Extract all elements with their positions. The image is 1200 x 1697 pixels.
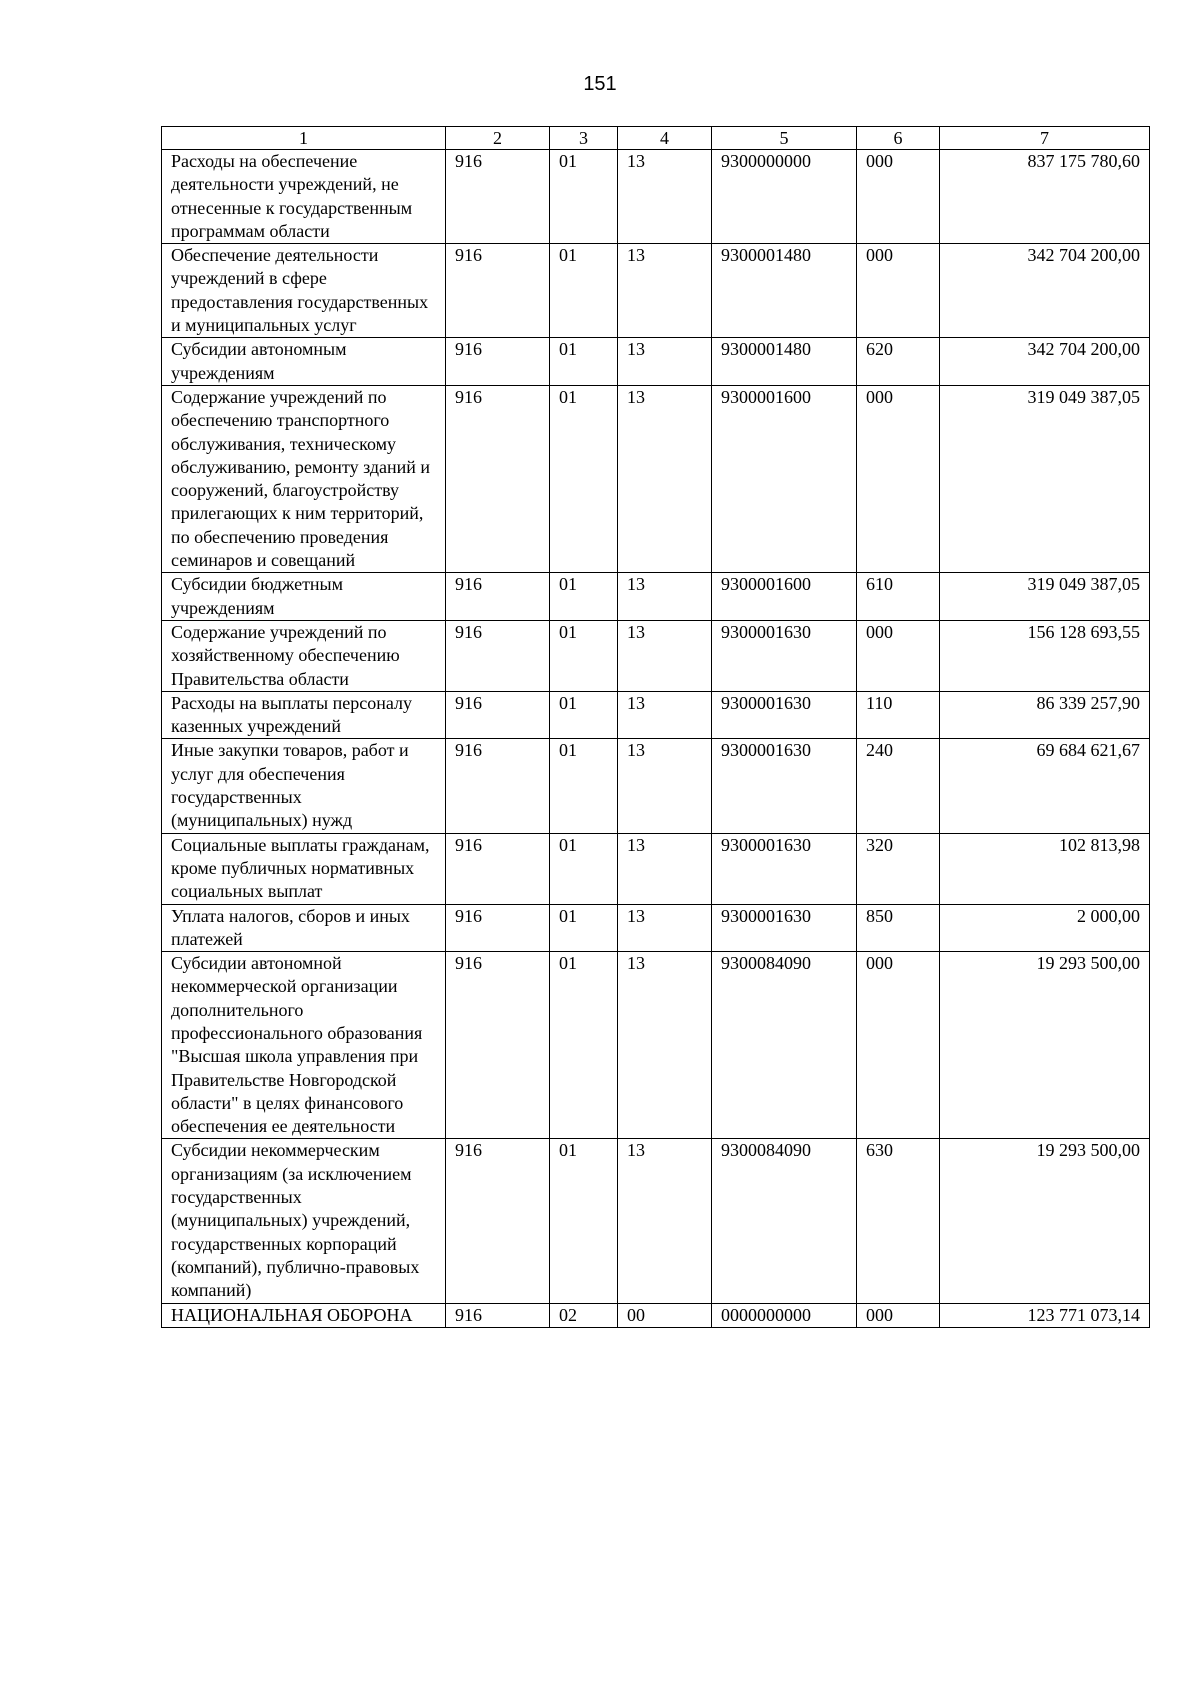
section-code-cell: 01 [550,904,618,952]
expense-type-cell: 630 [857,1139,940,1303]
target-article-cell: 9300001600 [712,573,857,621]
expense-name-cell: Содержание учреждений по обеспечению транспортного обслуживания, техническому обслуживанию, ремонту зданий и сооружений, благоустройству прилегающих к ним территорий, по обеспечению проведения семинаров и совещаний [162,385,446,572]
column-header: 7 [940,127,1150,150]
expense-type-cell: 000 [857,244,940,338]
amount-cell: 342 704 200,00 [940,244,1150,338]
expense-name-cell: Иные закупки товаров, работ и услуг для обеспечения государственных (муниципальных) нужд [162,739,446,833]
table-row [162,620,1150,691]
grbs-code-cell: 916 [446,691,550,739]
expense-name-cell: Субсидии автономной некоммерческой организации дополнительного профессионального образования "Высшая школа управления при Правительстве Новгородской области" в целях финансового обеспечения ее деятельности [162,952,446,1139]
subsection-code-cell: 13 [618,338,712,386]
column-header: 5 [712,127,857,150]
expense-name-cell: Субсидии бюджетным учреждениям [162,573,446,621]
section-code-cell: 01 [550,739,618,833]
section-code-cell: 01 [550,573,618,621]
table-row [162,691,1150,739]
grbs-code-cell: 916 [446,573,550,621]
table-row [162,244,1150,338]
amount-cell: 342 704 200,00 [940,338,1150,386]
subsection-code-cell: 13 [618,833,712,904]
section-code-cell: 01 [550,338,618,386]
target-article-cell: 9300001630 [712,833,857,904]
column-header: 1 [162,127,446,150]
target-article-cell: 9300001630 [712,620,857,691]
section-code-cell: 01 [550,244,618,338]
amount-cell: 69 684 621,67 [940,739,1150,833]
column-header: 2 [446,127,550,150]
section-code-cell: 02 [550,1303,618,1327]
subsection-code-cell: 13 [618,150,712,244]
section-code-cell: 01 [550,691,618,739]
table-row [162,833,1150,904]
expense-name-cell: Уплата налогов, сборов и иных платежей [162,904,446,952]
subsection-code-cell: 13 [618,952,712,1139]
amount-cell: 123 771 073,14 [940,1303,1150,1327]
expense-type-cell: 240 [857,739,940,833]
grbs-code-cell: 916 [446,739,550,833]
grbs-code-cell: 916 [446,1303,550,1327]
section-code-cell: 01 [550,385,618,572]
amount-cell: 19 293 500,00 [940,952,1150,1139]
expense-name-cell: Субсидии некоммерческим организациям (за исключением государственных (муниципальных) учреждений, государственных корпораций (компаний), публично-правовых компаний) [162,1139,446,1303]
header-row [162,127,1150,150]
amount-cell: 86 339 257,90 [940,691,1150,739]
expense-name-cell: Расходы на выплаты персоналу казенных учреждений [162,691,446,739]
expense-type-cell: 000 [857,1303,940,1327]
table-row [162,385,1150,572]
table-row [162,1303,1150,1327]
table-row [162,1139,1150,1303]
expense-name-cell: Обеспечение деятельности учреждений в сфере предоставления государственных и муниципальных услуг [162,244,446,338]
subsection-code-cell: 13 [618,620,712,691]
amount-cell: 156 128 693,55 [940,620,1150,691]
subsection-code-cell: 13 [618,904,712,952]
expense-type-cell: 110 [857,691,940,739]
expense-type-cell: 620 [857,338,940,386]
table-row [162,739,1150,833]
subsection-code-cell: 13 [618,739,712,833]
target-article-cell: 9300001480 [712,244,857,338]
section-code-cell: 01 [550,952,618,1139]
target-article-cell: 9300000000 [712,150,857,244]
table-row [162,150,1150,244]
column-header: 4 [618,127,712,150]
target-article-cell: 9300001480 [712,338,857,386]
expense-name-cell: НАЦИОНАЛЬНАЯ ОБОРОНА [162,1303,446,1327]
section-code-cell: 01 [550,150,618,244]
expense-name-cell: Субсидии автономным учреждениям [162,338,446,386]
expense-type-cell: 000 [857,150,940,244]
table-row [162,573,1150,621]
expense-type-cell: 000 [857,620,940,691]
column-header: 3 [550,127,618,150]
amount-cell: 19 293 500,00 [940,1139,1150,1303]
expense-type-cell: 850 [857,904,940,952]
table-row [162,904,1150,952]
subsection-code-cell: 13 [618,1139,712,1303]
page-number: 151 [583,73,617,95]
amount-cell: 2 000,00 [940,904,1150,952]
expense-type-cell: 320 [857,833,940,904]
target-article-cell: 9300084090 [712,952,857,1139]
grbs-code-cell: 916 [446,338,550,386]
expense-name-cell: Расходы на обеспечение деятельности учреждений, не отнесенные к государственным программам области [162,150,446,244]
target-article-cell: 9300001600 [712,385,857,572]
grbs-code-cell: 916 [446,1139,550,1303]
expense-type-cell: 000 [857,952,940,1139]
grbs-code-cell: 916 [446,385,550,572]
grbs-code-cell: 916 [446,833,550,904]
target-article-cell: 9300084090 [712,1139,857,1303]
target-article-cell: 0000000000 [712,1303,857,1327]
subsection-code-cell: 13 [618,573,712,621]
expense-type-cell: 610 [857,573,940,621]
section-code-cell: 01 [550,620,618,691]
target-article-cell: 9300001630 [712,904,857,952]
table-row [162,952,1150,1139]
subsection-code-cell: 13 [618,691,712,739]
grbs-code-cell: 916 [446,244,550,338]
amount-cell: 102 813,98 [940,833,1150,904]
budget-table [161,126,1150,1328]
amount-cell: 837 175 780,60 [940,150,1150,244]
subsection-code-cell: 13 [618,244,712,338]
column-header: 6 [857,127,940,150]
amount-cell: 319 049 387,05 [940,385,1150,572]
grbs-code-cell: 916 [446,904,550,952]
subsection-code-cell: 13 [618,385,712,572]
expense-name-cell: Социальные выплаты гражданам, кроме публичных нормативных социальных выплат [162,833,446,904]
table-row [162,338,1150,386]
grbs-code-cell: 916 [446,150,550,244]
target-article-cell: 9300001630 [712,739,857,833]
grbs-code-cell: 916 [446,952,550,1139]
target-article-cell: 9300001630 [712,691,857,739]
grbs-code-cell: 916 [446,620,550,691]
expense-type-cell: 000 [857,385,940,572]
amount-cell: 319 049 387,05 [940,573,1150,621]
section-code-cell: 01 [550,833,618,904]
subsection-code-cell: 00 [618,1303,712,1327]
expense-name-cell: Содержание учреждений по хозяйственному обеспечению Правительства области [162,620,446,691]
section-code-cell: 01 [550,1139,618,1303]
